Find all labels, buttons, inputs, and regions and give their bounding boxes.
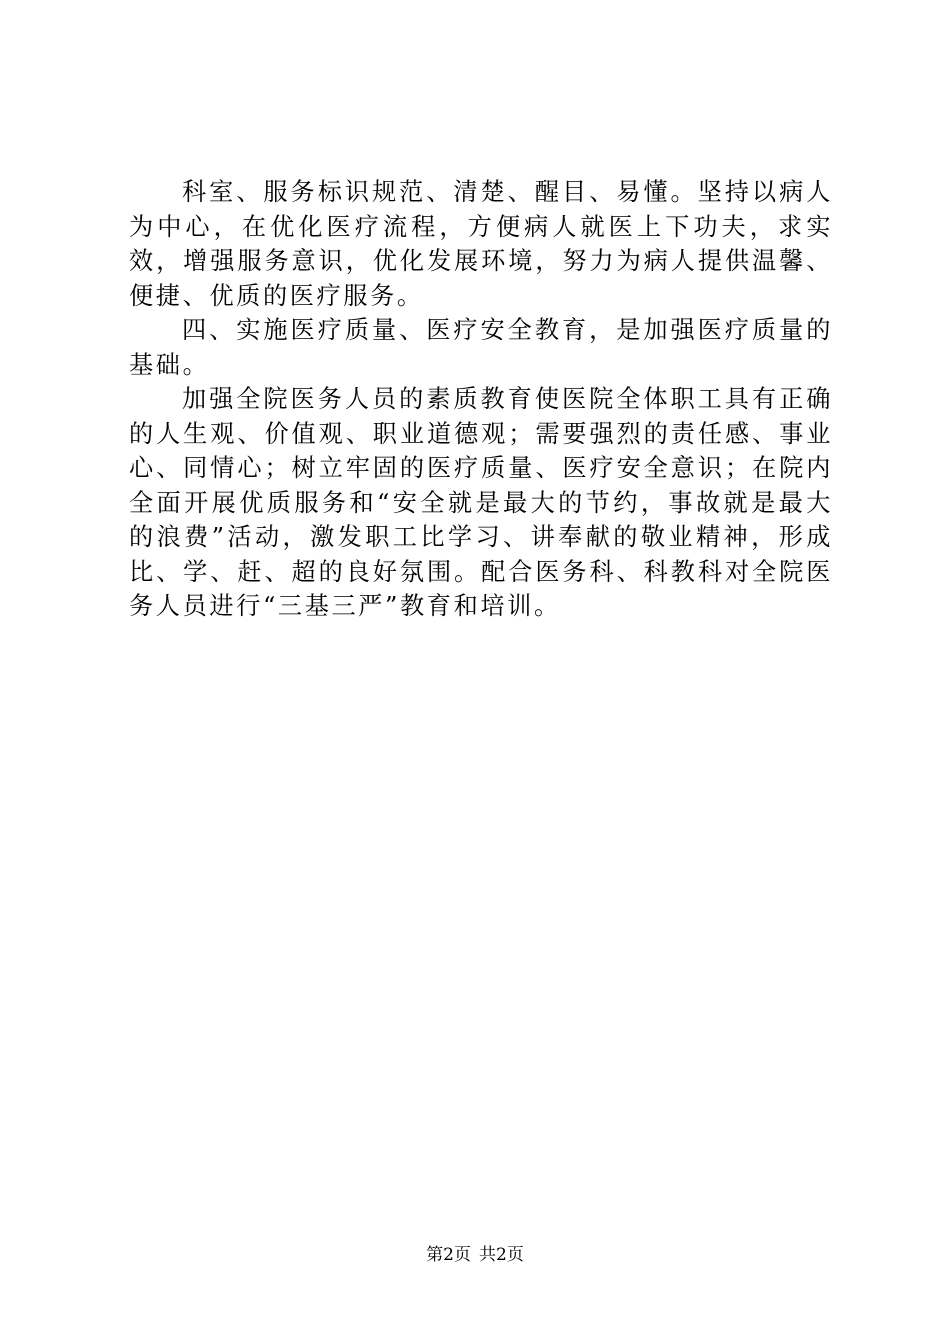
page-number-total: 共2页 (479, 1245, 524, 1265)
page-footer (0, 1244, 950, 1266)
page-number-current: 第2页 (426, 1245, 471, 1265)
paragraph-service-standards: 科室、服务标识规范、清楚、醒目、易懂。坚持以病人为中心，在优化医疗流程，方便病人就医上下功夫，求实效，增强服务意识，优化发展环境，努力为病人提供温馨、便捷、优质的医疗服务。 (129, 178, 833, 310)
document-body (129, 175, 833, 624)
paragraph-section-four-heading: 四、实施医疗质量、医疗安全教育，是加强医疗质量的基础。 (129, 316, 833, 379)
paragraph-staff-education: 加强全院医务人员的素质教育使医院全体职工具有正确的人生观、价值观、职业道德观；需要强烈的责任感、事业心、同情心；树立牢固的医疗质量、医疗安全意识；在院内全面开展优质服务和“安全就是最大的节约，事故就是最大的浪费”活动，激发职工比学习、讲奉献的敬业精神，形成比、学、赶、超的良好氛围。配合医务科、科教科对全院医务人员进行“三基三严”教育和培训。 (129, 385, 833, 620)
